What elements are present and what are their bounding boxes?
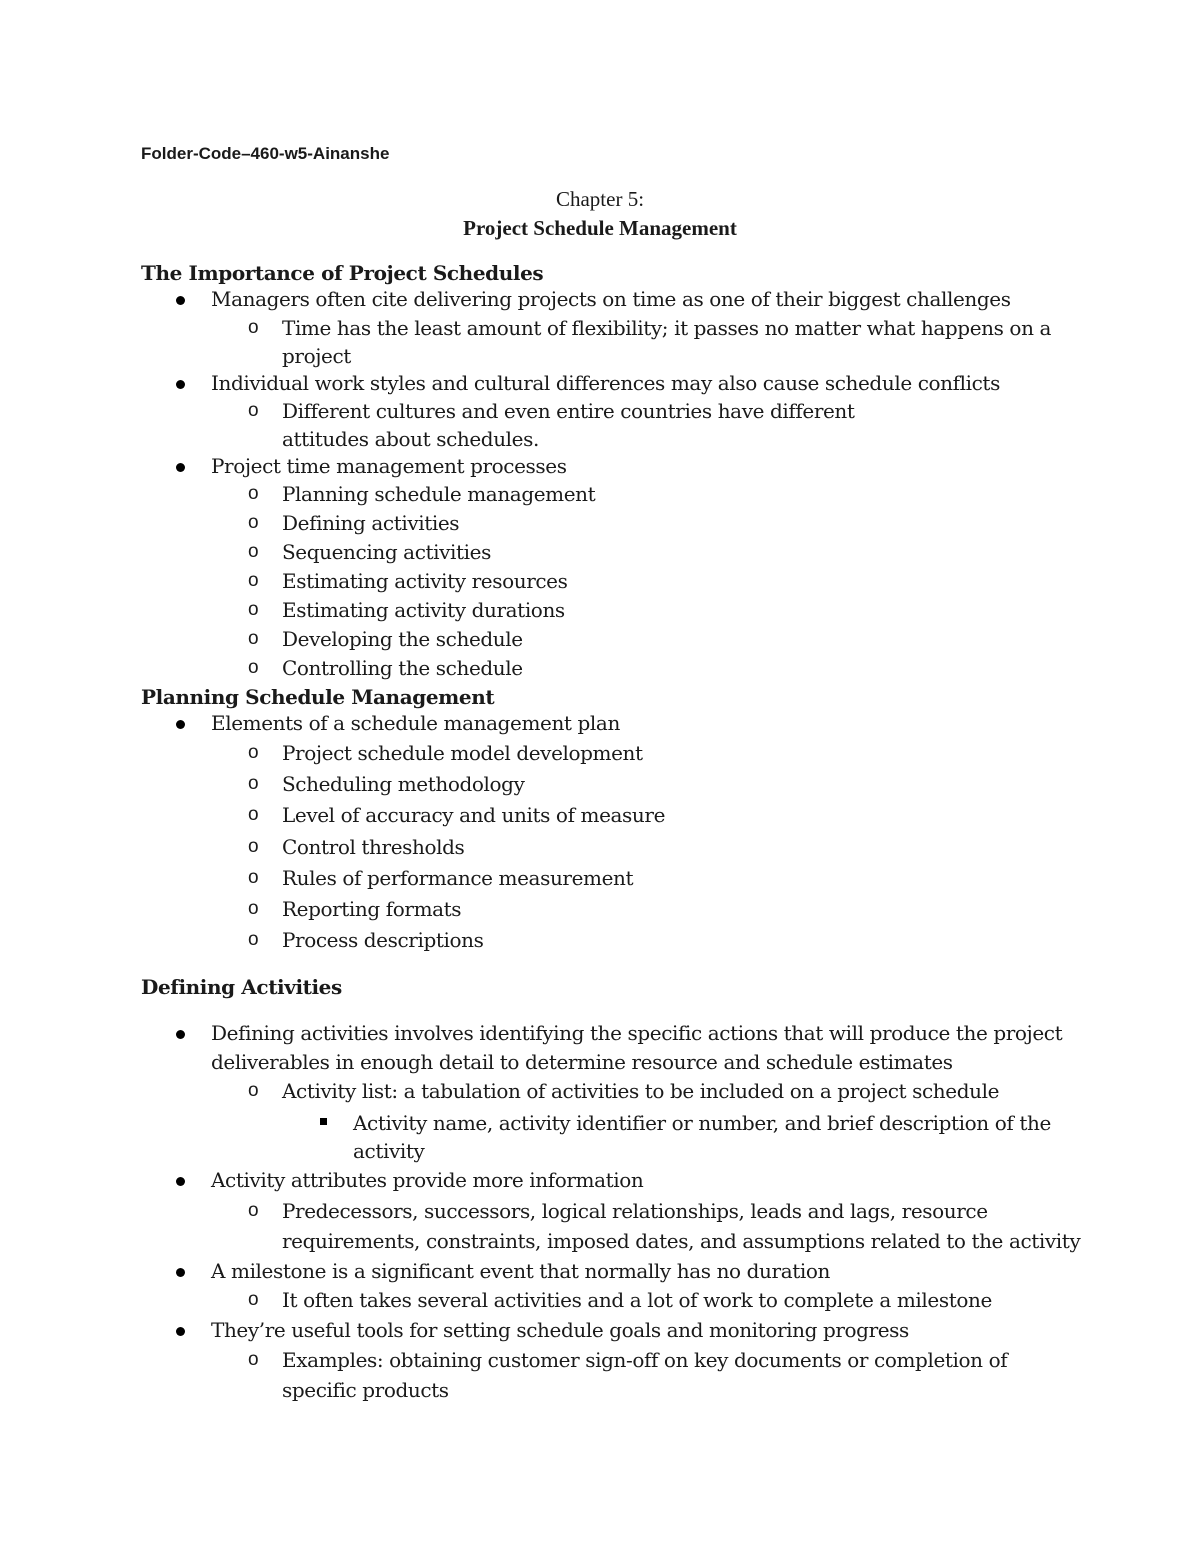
list-item-continuation: deliverables in enough detail to determine resource and schedule estimates bbox=[211, 1050, 953, 1074]
list-item: Activity list: a tabulation of activities to be included on a project schedule bbox=[282, 1079, 1000, 1103]
bullet-circle: o bbox=[248, 929, 259, 950]
section-heading-importance: The Importance of Project Schedules bbox=[141, 261, 544, 285]
list-item: Developing the schedule bbox=[282, 627, 523, 651]
list-item: Project schedule model development bbox=[282, 741, 643, 765]
list-item: It often takes several activities and a lot of work to complete a milestone bbox=[282, 1288, 992, 1312]
bullet-dot bbox=[176, 296, 185, 305]
list-item-continuation: project bbox=[282, 344, 351, 368]
bullet-circle: o bbox=[248, 317, 259, 338]
bullet-circle: o bbox=[248, 742, 259, 763]
bullet-circle: o bbox=[248, 570, 259, 591]
bullet-dot bbox=[176, 1268, 185, 1277]
bullet-circle: o bbox=[248, 1080, 259, 1101]
list-item: Level of accuracy and units of measure bbox=[282, 803, 666, 827]
list-item: Controlling the schedule bbox=[282, 656, 523, 680]
bullet-circle: o bbox=[248, 1200, 259, 1221]
bullet-dot bbox=[176, 380, 185, 389]
list-item: Defining activities bbox=[282, 511, 460, 535]
list-item: Planning schedule management bbox=[282, 482, 596, 506]
list-item: They’re useful tools for setting schedule goals and monitoring progress bbox=[211, 1318, 909, 1342]
list-item: Individual work styles and cultural differences may also cause schedule conflicts bbox=[211, 371, 1000, 395]
bullet-circle: o bbox=[248, 657, 259, 678]
list-item: Project time management processes bbox=[211, 454, 567, 478]
bullet-dot bbox=[176, 720, 185, 729]
list-item-continuation: activity bbox=[353, 1139, 425, 1163]
list-item: Managers often cite delivering projects on time as one of their biggest challenges bbox=[211, 287, 1011, 311]
page-title: Project Schedule Management bbox=[463, 216, 737, 240]
bullet-circle: o bbox=[248, 483, 259, 504]
bullet-circle: o bbox=[248, 628, 259, 649]
bullet-circle: o bbox=[248, 512, 259, 533]
list-item: Activity name, activity identifier or number, and brief description of the bbox=[353, 1111, 1051, 1135]
list-item: A milestone is a significant event that normally has no duration bbox=[211, 1259, 830, 1283]
list-item: Predecessors, successors, logical relationships, leads and lags, resource bbox=[282, 1199, 988, 1223]
bullet-circle: o bbox=[248, 1349, 259, 1370]
list-item: Estimating activity durations bbox=[282, 598, 565, 622]
list-item: Scheduling methodology bbox=[282, 772, 525, 796]
list-item: Sequencing activities bbox=[282, 540, 491, 564]
list-item: Elements of a schedule management plan bbox=[211, 711, 620, 735]
bullet-circle: o bbox=[248, 541, 259, 562]
bullet-circle: o bbox=[248, 867, 259, 888]
folder-code: Folder-Code–460-w5-Ainanshe bbox=[141, 144, 390, 163]
list-item-continuation: attitudes about schedules. bbox=[282, 427, 539, 451]
list-item: Estimating activity resources bbox=[282, 569, 568, 593]
list-item: Time has the least amount of flexibility; it passes no matter what happens on a bbox=[282, 316, 1052, 340]
bullet-dot bbox=[176, 1327, 185, 1336]
list-item: Rules of performance measurement bbox=[282, 866, 634, 890]
bullet-dot bbox=[176, 1177, 185, 1186]
bullet-dot bbox=[176, 1030, 185, 1039]
bullet-circle: o bbox=[248, 804, 259, 825]
chapter-label: Chapter 5: bbox=[555, 187, 645, 211]
bullet-dot bbox=[176, 463, 185, 472]
bullet-circle: o bbox=[248, 773, 259, 794]
bullet-square bbox=[320, 1118, 327, 1125]
list-item: Examples: obtaining customer sign-off on key documents or completion of bbox=[282, 1348, 1008, 1372]
bullet-circle: o bbox=[248, 836, 259, 857]
list-item-continuation: specific products bbox=[282, 1378, 449, 1402]
bullet-circle: o bbox=[248, 400, 259, 421]
list-item: Process descriptions bbox=[282, 928, 484, 952]
bullet-circle: o bbox=[248, 1289, 259, 1310]
list-item: Reporting formats bbox=[282, 897, 462, 921]
section-heading-defining: Defining Activities bbox=[141, 975, 342, 999]
section-heading-planning: Planning Schedule Management bbox=[141, 685, 495, 709]
bullet-circle: o bbox=[248, 599, 259, 620]
list-item-continuation: requirements, constraints, imposed dates, and assumptions related to the activity bbox=[282, 1229, 1081, 1253]
list-item: Defining activities involves identifying the specific actions that will produce the project bbox=[211, 1021, 1063, 1045]
bullet-circle: o bbox=[248, 898, 259, 919]
list-item: Control thresholds bbox=[282, 835, 465, 859]
list-item: Different cultures and even entire countries have different bbox=[282, 399, 855, 423]
list-item: Activity attributes provide more information bbox=[211, 1168, 644, 1192]
